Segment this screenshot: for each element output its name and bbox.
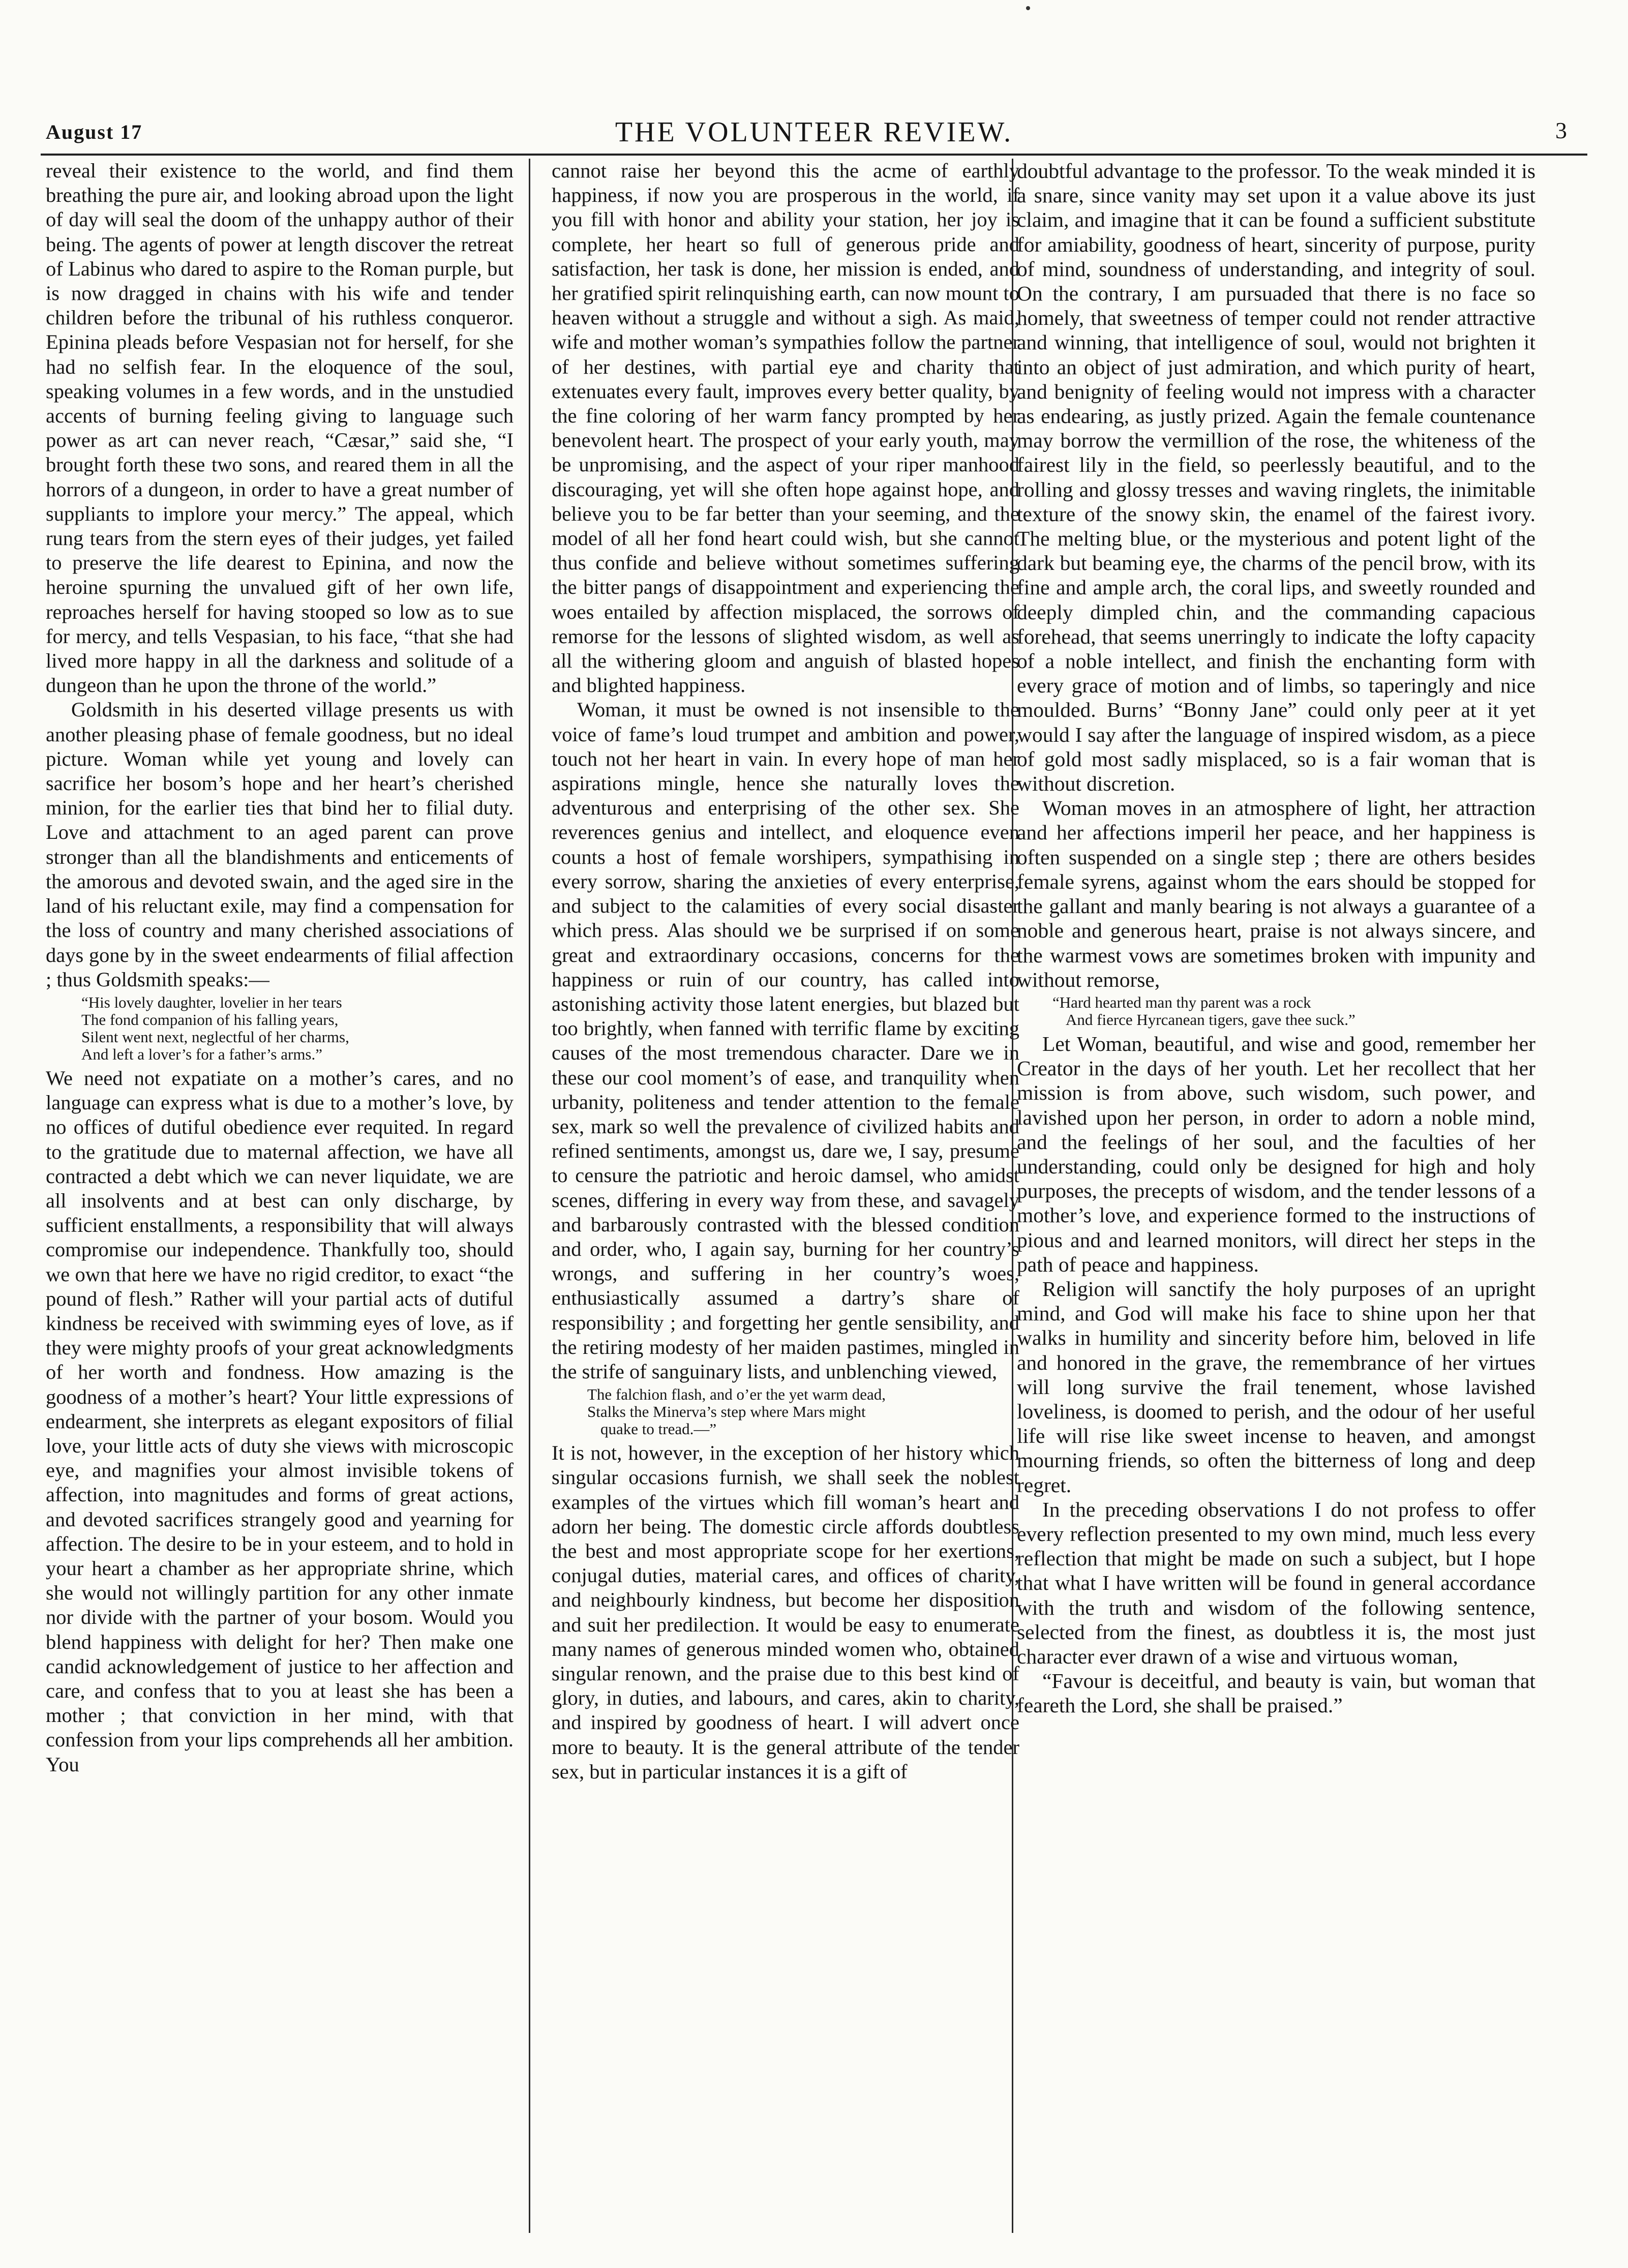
verse-line: “His lovely daughter, lovelier in her tears <box>81 993 342 1011</box>
verse-line: quake to tread.—” <box>600 1420 717 1438</box>
paragraph: We need not expatiate on a mother’s cares, and no language can express what is due to a mother’s love, by no offices of dutiful obedience ever requited. In regard to the gratitude due to maternal affection, we have all contracted a debt which we can never liquidate, we are all insolvents and at best can only discharge, by sufficient enstallments, a responsibility that will always compromise our independence. Thankfully too, should we own that here we have no rigid creditor, to exact “the pound of flesh.” Rather will your partial acts of dutiful kindness be received with swimming eyes of love, as if they were mighty proofs of your great acknowledgments of her worth and fondness. How amazing is the goodness of a mother’s heart? Your little expressions of endearment, she interprets as elegant expositors of filial love, your little acts of duty she views with microscopic eye, and magnifies your almost invisible tokens of affection, into magnitudes and forms of great actions, and devoted sacrifices strangely good and yearning for affection. The desire to be in your esteem, and to hold in your heart a chamber as her appropriate shrine, which she would not willingly partition for any other inmate nor divide with the partner of your bosom. Would you blend happiness with delight for her? Then make one candid acknowledgement of justice to her affection and care, and confess that to you at least she has been a mother ; that conviction in her mind, with that confession from your lips comprehends all her ambition. You <box>46 1066 514 1776</box>
verse-line: “Hard hearted man thy parent was a rock <box>1052 993 1311 1011</box>
column-1 <box>46 159 514 2248</box>
column-divider-1 <box>529 159 530 2233</box>
page-header <box>41 113 1587 159</box>
paragraph: Let Woman, beautiful, and wise and good, remember her Creator in the days of her youth. Let her recollect that her mission is from above, such wisdom, such power, and lavished upon her person, in order to adorn a noble mind, and the feelings of her soul, and the faculties of her understanding, could only be designed for high and holy purposes, the precepts of wisdom, and the tender lessons of a mother’s love, and experience formed to the instructions of pious and and learned monitors, will direct her steps in the path of peace and happiness. <box>1017 1032 1535 1276</box>
closing-quote: “Favour is deceitful, and beauty is vain, but woman that feareth the Lord, she shall be praised.” <box>1017 1669 1535 1717</box>
paragraph: Religion will sanctify the holy purposes of an upright mind, and God will make his face to shine upon her that walks in humility and sincerity before him, beloved in life and honored in the grave, the remembrance of her virtues will long survive the frail tenement, whose lavished loveliness, is doomed to perish, and the odour of her useful life will rise like sweet incense to heaven, and amongst mourning friends, so often the bitterness of long and deep regret. <box>1017 1277 1535 1497</box>
paragraph: It is not, however, in the exception of her history which singular occasions furnish, we shall seek the noblest examples of the virtues which fill woman’s heart and adorn her being. The domestic circle affords doubtless the best and most appropriate scope for her exertions, conjugal duties, material cares, and offices of charity, and neighbourly kindness, but become her disposition and suit her predilection. It would be easy to enumerate many names of generous minded women who, obtained singular renown, and the praise due to this best kind of glory, in duties, and labours, and cares, akin to charity, and inspired by goodness of heart. I will advert once more to beauty. It is the general attribute of the tender sex, but in particular instances it is a gift of <box>552 1441 1019 1783</box>
verse-line: And fierce Hyrcanean tigers, gave thee suck.” <box>1066 1010 1355 1029</box>
paragraph: reveal their existence to the world, and find them breathing the pure air, and looking abroad upon the light of day will seal the doom of the unhappy author of their being. The agents of power at length discover the retreat of Labinus who dared to aspire to the Roman purple, but is now dragged in chains with his wife and tender children before the tribunal of his ruthless conqueror. Epinina pleads before Vespasian not for herself, for she had no selfish fear. In the eloquence of the soul, speaking volumes in a few words, and in the unstudied accents of burning feeling giving to language such power as art can never reach, “Cæsar,” said she, “I brought forth these two sons, and reared them in all the horrors of a dungeon, in order to have a great number of suppliants to implore your mercy.” The appeal, which rung tears from the stern eyes of their judges, yet failed to preserve the life dearest to Epinina, and now the heroine spurning the unvalued gift of her own life, reproaches herself for having stooped so low as to sue for mercy, and tells Vespasian, to his face, “that she had lived more happy in all the darkness and solitude of a dungeon than he upon the throne of the world.” <box>46 159 514 697</box>
page-number: 3 <box>1555 117 1567 143</box>
paragraph: doubtful advantage to the professor. To the weak minded it is a snare, since vanity may set upon it a value above its just claim, and imagine that it can be found a sufficient substitute for amiability, goodness of heart, sincerity of purpose, purity of mind, soundness of understanding, and integrity of soul. On the contrary, I am pursuaded that there is no face so homely, that sweetness of temper could not render attractive and winning, that intelligence of soul, would not brighten it into an object of just admiration, and which purity of heart, and benignity of feeling would not impress with a character as endearing, as justly prized. Again the female countenance may borrow the vermillion of the rose, the whiteness of the fairest lily in the field, so peerlessly beautiful, and to the rolling and glossy tresses and waving ringlets, the inimitable texture of the snowy skin, the enamel of the fairest ivory. The melting blue, or the mysterious and potent light of the dark but beaming eye, the charms of the pencil brow, with its fine and ample arch, the coral lips, and sweetly rounded and deeply dimpled chin, and the commanding capacious forehead, that seems unerringly to indicate the lofty capacity of a noble intellect, and finish the enchanting form with every grace of motion and of limbs, so taperingly and nice moulded. Burns’ “Bonny Jane” could only peer at it yet would I say after the language of inspired wisdom, as a piece of gold most sadly misplaced, so is a fair woman that is without discretion. <box>1017 159 1535 796</box>
paragraph: Woman moves in an atmosphere of light, her attraction and her affections imperil her peace, and her happiness is often suspended on a single step ; there are others besides female syrens, against whom the ears should be stopped for the gallant and manly bearing is not always a guarantee of a noble and generous heart, praise is not always sincere, and the warmest vows are sometimes broken with impunity and without remorse, <box>1017 796 1535 991</box>
verse-quote <box>81 994 514 1063</box>
ink-speck <box>1026 6 1030 10</box>
issue-date: August 17 <box>46 120 143 143</box>
paragraph: cannot raise her beyond this the acme of earthly happiness, if now you are prosperous in the world, if you fill with honor and ability your station, her joy is complete, her heart so full of generous pride and satisfaction, her task is done, her mission is ended, and her gratified spirit relinquishing earth, can now mount to heaven without a struggle and without a sigh. As maid, wife and mother woman’s sympathies follow the partner of her destines, with partial eye and charity that extenuates every fault, improves every better quality, by the fine coloring of her warm fancy prompted by her benevolent heart. The prospect of your early youth, may be unpromising, and the aspect of your riper manhood discouraging, yet will she often hope against hope, and believe you to be far better than your seeming, and the model of all her fond heart could wish, but she cannot thus confide and believe without sometimes suffering the bitter pangs of disappointment and experiencing the woes entailed by affection misplaced, the sorrows of remorse for the lessons of slighted wisdom, as well as all the withering gloom and anguish of blasted hopes and blighted happiness. <box>552 159 1019 697</box>
paragraph: Woman, it must be owned is not insensible to the voice of fame’s loud trumpet and ambition and power, touch not her heart in vain. In every hope of man her aspirations mingle, hence she naturally loves the adventurous and enterprising of the other sex. She reverences genius and intellect, and eloquence even counts a host of female worshipers, sympathising in every sorrow, sharing the anxieties of every enterprise, and subject to the calamities of every social disaster which press. Alas should we be surprised if on some great and extraordinary occasions, concerns for the happiness or ruin of our country, has called into astonishing activity those latent energies, but blazed but too brightly, when fanned with terrific flame by exciting causes of the most tremendous character. Dare we in these our cool moment’s of ease, and tranquility when urbanity, politeness and tender attention to the female sex, mark so well the prevalence of civilized habits and refined sentiments, amongst us, dare we, I say, presume to censure the patriotic and heroic damsel, who amidst scenes, differing in every way from these, and savagely and barbarously contrasted with the blessed condition and order, who, I again say, burning for her country’s wrongs, and suffering in her country’s woes, enthusiastically assumed a dartry’s share of responsibility ; and forgetting her gentle sensibility, and the retiring modesty of her maiden pastimes, mingled in the strife of sanguinary lists, and unblenching viewed, <box>552 698 1019 1383</box>
verse-line: Stalks the Minerva’s step where Mars might <box>587 1403 866 1421</box>
verse-quote <box>1052 994 1535 1029</box>
verse-line: The fond companion of his falling years, <box>81 1010 339 1029</box>
column-2 <box>552 159 1019 2248</box>
verse-line: The falchion flash, and o’er the yet warm dead, <box>587 1385 886 1404</box>
verse-quote <box>587 1386 1019 1438</box>
verse-line: Silent went next, neglectful of her charms, <box>81 1027 349 1046</box>
paragraph: Goldsmith in his deserted village presents us with another pleasing phase of female goodness, but no ideal picture. Woman while yet young and lovely can sacrifice her bosom’s hope and her heart’s cherished minion, for the earlier ties that bind her to filial duty. Love and attachment to an aged parent can prove stronger than all the blandishments and enticements of the amorous and devoted swain, and the aged sire in the land of his reluctant exile, may find a compensation for the loss of country and many cherished associations of days gone by in the sweet endearments of filial affection ; thus Goldsmith speaks:— <box>46 698 514 991</box>
verse-line: And left a lover’s for a father’s arms.” <box>81 1045 323 1063</box>
header-rule <box>41 154 1587 156</box>
publication-title: THE VOLUNTEER REVIEW. <box>615 116 1013 148</box>
column-3 <box>1017 159 1535 2248</box>
paragraph: In the preceding observations I do not profess to offer every reflection presented to my own mind, much less every reflection that might be made on such a subject, but I hope that what I have written will be found in general accordance with the truth and wisdom of the following sentence, selected from the finest, as doubtless it is, the most just character ever drawn of a wise and virtuous woman, <box>1017 1497 1535 1668</box>
